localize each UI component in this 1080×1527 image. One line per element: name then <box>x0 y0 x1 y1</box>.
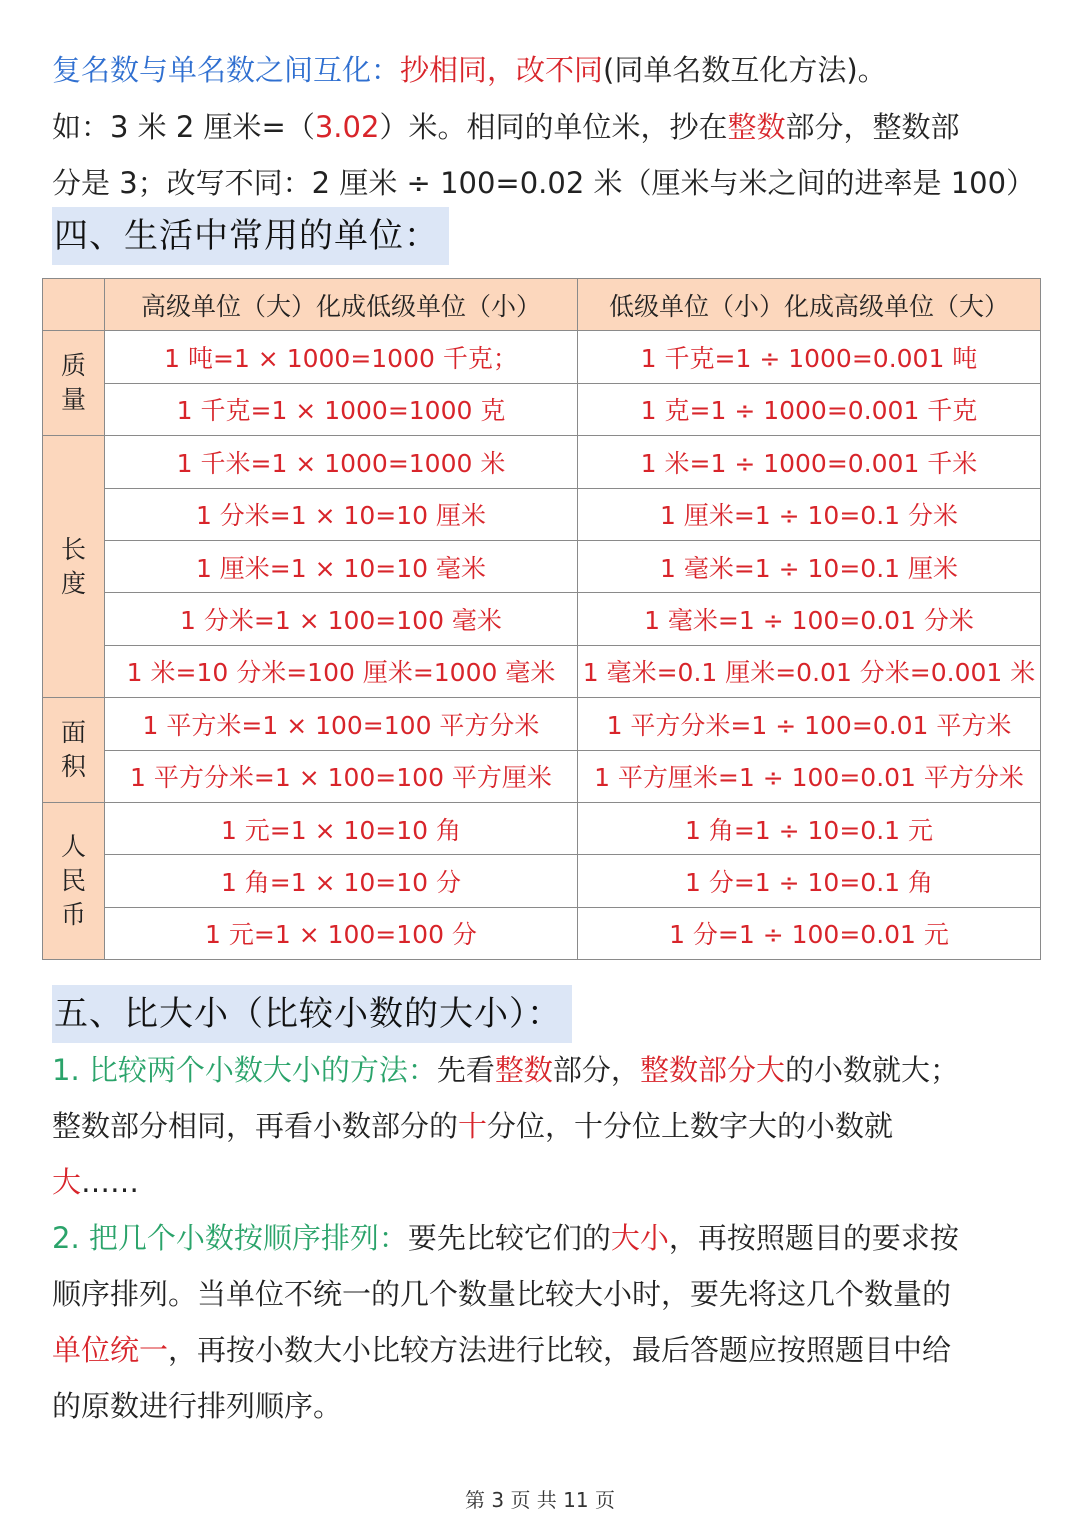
text-span: 要先比较它们的 <box>407 1221 611 1255</box>
table-header-row <box>43 279 1041 331</box>
compare-method-line-1 <box>52 1050 959 1090</box>
compare-method-label: 1. 比较两个小数大小的方法： <box>52 1053 437 1087</box>
compare-method-line-3 <box>52 1162 139 1202</box>
compare-method-line-2 <box>52 1106 893 1146</box>
table-cell: 1 毫米=0.1 厘米=0.01 分米=0.001 米 <box>578 645 1041 697</box>
intro-example-highlight: 整数 <box>727 110 786 144</box>
text-span: 部分， <box>552 1053 640 1087</box>
intro-example-start: 如：3 米 2 厘米=（ <box>52 110 315 144</box>
table-cell: 1 分米=1 × 10=10 厘米 <box>105 488 578 540</box>
text-span: 整数部分相同，再看小数部分的 <box>52 1109 459 1143</box>
table-header-big-to-small: 高级单位（大）化成低级单位（小） <box>105 279 578 331</box>
table-cell: 1 元=1 × 10=10 角 <box>105 802 578 854</box>
table-cell: 1 千克=1 ÷ 1000=0.001 吨 <box>578 331 1041 383</box>
table-cell: 1 分米=1 × 100=100 毫米 <box>105 593 578 645</box>
table-cell: 1 角=1 × 10=10 分 <box>105 855 578 907</box>
table-row <box>43 593 1041 645</box>
table-cell: 1 厘米=1 ÷ 10=0.1 分米 <box>578 488 1041 540</box>
table-row <box>43 750 1041 802</box>
table-cell: 1 毫米=1 ÷ 100=0.01 分米 <box>578 593 1041 645</box>
table-cell: 1 克=1 ÷ 1000=0.001 千克 <box>578 383 1041 435</box>
table-row <box>43 907 1041 959</box>
text-span: 先看 <box>436 1053 495 1087</box>
table-row <box>43 855 1041 907</box>
highlight-span: 整数部分大 <box>639 1053 785 1087</box>
category-mass: 质 量 <box>43 331 105 436</box>
table-cell: 1 元=1 × 100=100 分 <box>105 907 578 959</box>
category-money: 人 民 币 <box>43 802 105 959</box>
text-span: ，再按照题目的要求按 <box>668 1221 959 1255</box>
intro-topic: 复名数与单名数之间互化： <box>52 53 401 87</box>
table-cell: 1 吨=1 × 1000=1000 千克； <box>105 331 578 383</box>
table-cell: 1 平方分米=1 ÷ 100=0.01 平方米 <box>578 698 1041 750</box>
highlight-span: 大 <box>52 1165 82 1199</box>
intro-example-answer: 3.02 <box>314 110 380 144</box>
ordering-line-1 <box>52 1218 959 1258</box>
intro-example-mid: ）米。相同的单位米，抄在 <box>379 110 728 144</box>
intro-line-3: 分是 3；改写不同：2 厘米 ÷ 100=0.02 米（厘米与米之间的进率是 100） <box>52 166 1036 200</box>
highlight-span: 十 <box>458 1109 488 1143</box>
text-span: 分位，十分位上数字大的小数就 <box>487 1109 894 1143</box>
text-span: ，再按小数大小比较方法进行比较，最后答题应按照题目中给 <box>168 1333 952 1367</box>
table-cell: 1 分=1 ÷ 10=0.1 角 <box>578 855 1041 907</box>
page-number: 第 3 页 共 11 页 <box>465 1488 615 1512</box>
category-area: 面 积 <box>43 698 105 803</box>
table-row <box>43 540 1041 592</box>
table-cell: 1 分=1 ÷ 100=0.01 元 <box>578 907 1041 959</box>
table-cell: 1 千米=1 × 1000=1000 米 <box>105 436 578 488</box>
table-cell: 1 平方厘米=1 ÷ 100=0.01 平方分米 <box>578 750 1041 802</box>
table-cell: 1 千克=1 × 1000=1000 克 <box>105 383 578 435</box>
intro-line-2 <box>52 107 959 147</box>
table-row <box>43 802 1041 854</box>
table-row <box>43 436 1041 488</box>
table-cell: 1 米=10 分米=100 厘米=1000 毫米 <box>105 645 578 697</box>
table-row <box>43 645 1041 697</box>
category-length: 长 度 <box>43 436 105 698</box>
ordering-line-3 <box>52 1330 951 1370</box>
table-cell: 1 平方米=1 × 100=100 平方分米 <box>105 698 578 750</box>
table-cell: 1 毫米=1 ÷ 10=0.1 厘米 <box>578 540 1041 592</box>
intro-rule: 抄相同，改不同 <box>400 53 604 87</box>
ordering-line-4: 的原数进行排列顺序。 <box>52 1389 343 1423</box>
ordering-label: 2. 把几个小数按顺序排列： <box>52 1221 408 1255</box>
table-cell: 1 厘米=1 × 10=10 毫米 <box>105 540 578 592</box>
intro-line-1 <box>52 50 887 90</box>
table-cell: 1 米=1 ÷ 1000=0.001 千米 <box>578 436 1041 488</box>
section-4-heading: 四、生活中常用的单位： <box>52 207 449 265</box>
text-span: 的小数就大； <box>784 1053 959 1087</box>
table-row <box>43 383 1041 435</box>
table-header-corner <box>43 279 105 331</box>
table-row <box>43 488 1041 540</box>
highlight-span: 大小 <box>610 1221 669 1255</box>
intro-note: (同单名数互化方法)。 <box>603 53 887 87</box>
highlight-span: 整数 <box>494 1053 553 1087</box>
highlight-span: 单位统一 <box>52 1333 169 1367</box>
table-cell: 1 平方分米=1 × 100=100 平方厘米 <box>105 750 578 802</box>
intro-example-end: 部分，整数部 <box>785 110 960 144</box>
ordering-line-2: 顺序排列。当单位不统一的几个数量比较大小时，要先将这几个数量的 <box>52 1277 952 1311</box>
table-row <box>43 698 1041 750</box>
units-table <box>42 278 1041 960</box>
section-5-heading: 五、比大小（比较小数的大小）： <box>52 985 572 1043</box>
table-header-small-to-big: 低级单位（小）化成高级单位（大） <box>578 279 1041 331</box>
table-cell: 1 角=1 ÷ 10=0.1 元 <box>578 802 1041 854</box>
text-span: …… <box>81 1165 140 1199</box>
table-row <box>43 331 1041 383</box>
